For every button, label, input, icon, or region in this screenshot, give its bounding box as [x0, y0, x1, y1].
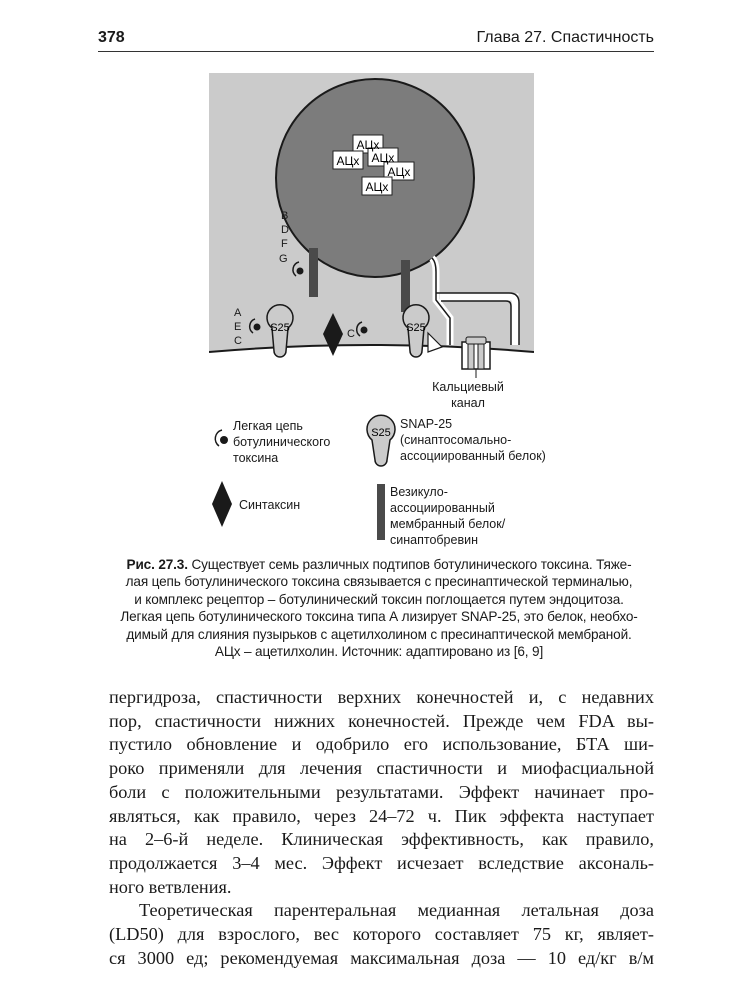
serotype-label: B — [281, 210, 289, 222]
caption-line: АЦх – ацетилхолин. Источник: адаптировано из [6, 9] — [214, 644, 544, 660]
figure-caption — [109, 556, 649, 660]
caption-line: димый для слияния пузырьков с ацетилхолином с пресинаптической мембраной. — [126, 626, 632, 642]
body-line: ного ветвления. — [109, 876, 232, 897]
legend-vamp-text: синаптобревин — [390, 533, 478, 547]
ach-label: АЦх — [356, 138, 380, 152]
legend-snap25-text: ассоциированный белок) — [400, 449, 546, 463]
page-number: 378 — [98, 29, 125, 46]
legend-vamp-text: ассоциированный — [390, 501, 495, 515]
calcium-channel-label: Кальциевый — [432, 380, 504, 394]
snap-label: S25 — [371, 427, 391, 439]
caption-line — [109, 556, 649, 573]
serotype-label: D — [281, 224, 289, 236]
ach-label: АЦх — [371, 151, 395, 165]
body-line: на 2–6-й неделе. Клиническая эффективность, как правило, — [109, 829, 654, 850]
body-line: ся 3000 ед; рекомендуемая максимальная доза — 10 ед/кг в/м — [109, 947, 654, 968]
caption-label: Рис. 27.3. — [126, 557, 188, 572]
serotype-label: G — [279, 253, 288, 265]
legend-snap25-text: (синаптосомально- — [400, 433, 512, 447]
caption-text: Существует семь различных подтипов ботулинического токсина. Тяже- — [187, 557, 632, 572]
legend-vamp-bar — [377, 484, 385, 540]
body-line: пор, спастичности нижних конечностей. Прежде чем FDA вы- — [109, 710, 654, 731]
snap-label: S25 — [406, 322, 426, 334]
caption-line: Легкая цепь ботулинического токсина типа А лизирует SNAP-25, это белок, необхо- — [120, 609, 638, 625]
body-line: являться, как правило, через 24–72 ч. Пик эффекта наступает — [109, 805, 654, 826]
vamp-bar-right — [401, 260, 410, 312]
legend-light-chain-text: ботулинического — [233, 435, 331, 449]
serotype-label: F — [281, 238, 288, 250]
legend-vamp-text: Везикуло- — [390, 485, 448, 499]
ach-label: АЦх — [365, 180, 389, 194]
legend-syntaxin-text: Синтаксин — [239, 498, 301, 512]
body-line: пустило обновление и одобрило его использование, БТА ши- — [109, 734, 654, 755]
ach-label: АЦх — [336, 154, 360, 168]
calcium-channel-label: канал — [451, 396, 485, 410]
serotype-label: A — [234, 307, 242, 319]
serotype-label-c: C — [347, 328, 355, 340]
legend-vamp-text: мембранный белок/ — [390, 517, 506, 531]
ach-label: АЦх — [387, 165, 411, 179]
body-line: роко применяли для лечения спастичности и миофасциальной — [109, 758, 654, 779]
chapter-title: Глава 27. Спастичность — [476, 29, 654, 46]
serotype-label: E — [234, 321, 242, 333]
body-line: (LD50) для взрослого, вес которого составляет 75 кг, являет- — [109, 924, 654, 945]
legend-snap25-shape — [367, 415, 395, 466]
caption-line: и комплекс рецептор – ботулинический токсин поглощается путем эндоцитоза. — [134, 591, 624, 607]
body-line: продолжается 3–4 мес. Эффект исчезает вследствие аксональ- — [109, 852, 654, 873]
vamp-bar-left — [309, 248, 318, 297]
body-line: Теоретическая парентеральная медианная летальная доза — [139, 900, 654, 921]
caption-line: лая цепь ботулинического токсина связывается с пресинаптической терминалью, — [125, 574, 633, 590]
legend-syntaxin-diamond — [212, 481, 232, 527]
legend-light-chain-icon — [215, 430, 228, 446]
snap-label: S25 — [270, 322, 290, 334]
body-line: пергидроза, спастичности верхних конечностей и, с недавних — [109, 687, 654, 707]
serotype-label: C — [234, 335, 242, 347]
body-text — [109, 686, 654, 970]
body-line: боли с положительными результатами. Эффект начинает про- — [109, 781, 654, 802]
legend-snap25-text: SNAP-25 — [400, 417, 453, 431]
legend-light-chain-text: токсина — [233, 451, 279, 465]
calcium-channel — [462, 337, 490, 369]
legend-light-chain-text: Легкая цепь — [233, 419, 303, 433]
